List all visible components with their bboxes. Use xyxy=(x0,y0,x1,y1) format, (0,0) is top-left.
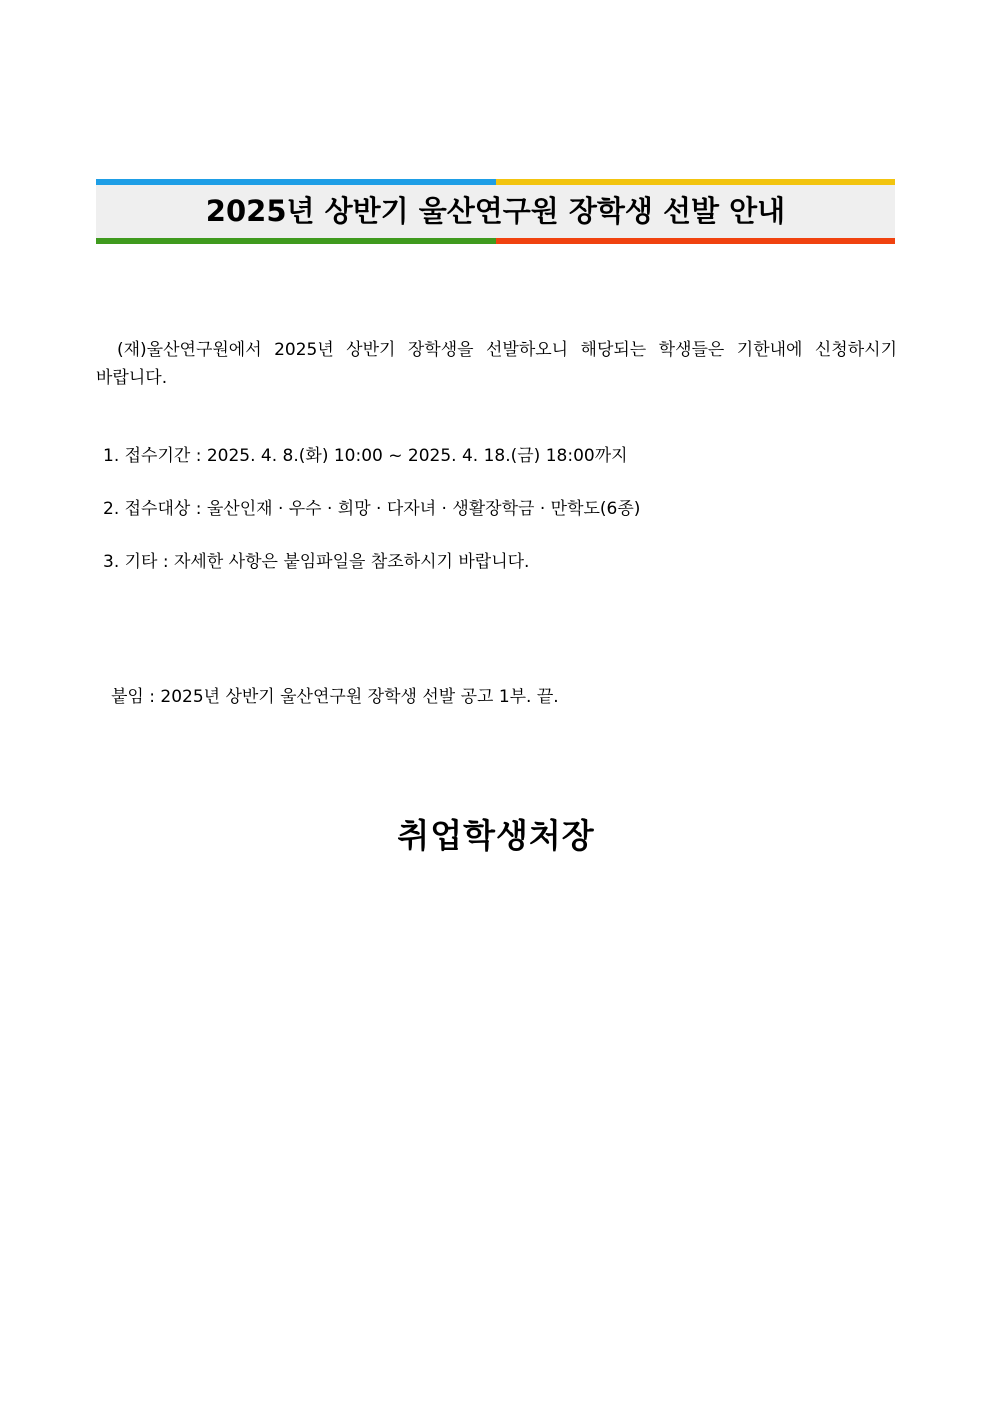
document-title: 2025년 상반기 울산연구원 장학생 선발 안내 xyxy=(205,194,786,228)
intro-paragraph: (재)울산연구원에서 2025년 상반기 장학생을 선발하오니 해당되는 학생들은 기한내에 신청하시기 바랍니다. xyxy=(96,340,897,388)
title-bar-bottom-left xyxy=(96,238,496,244)
item-other-notes: 3. 기타 : 자세한 사항은 붙임파일을 참조하시기 바랍니다. xyxy=(103,552,530,572)
title-bar-bottom-right xyxy=(496,238,896,244)
item-application-period: 1. 접수기간 : 2025. 4. 8.(화) 10:00 ~ 2025. 4. 18.(금) 18:00까지 xyxy=(103,446,628,466)
title-banner xyxy=(96,179,895,244)
item-eligible-scholarships: 2. 접수대상 : 울산인재 · 우수 · 희망 · 다자녀 · 생활장학금 · 만학도(6종) xyxy=(103,499,641,519)
attachment-note: 붙임 : 2025년 상반기 울산연구원 장학생 선발 공고 1부. 끝. xyxy=(111,687,559,707)
issuer-signature: 취업학생처장 xyxy=(397,816,595,855)
